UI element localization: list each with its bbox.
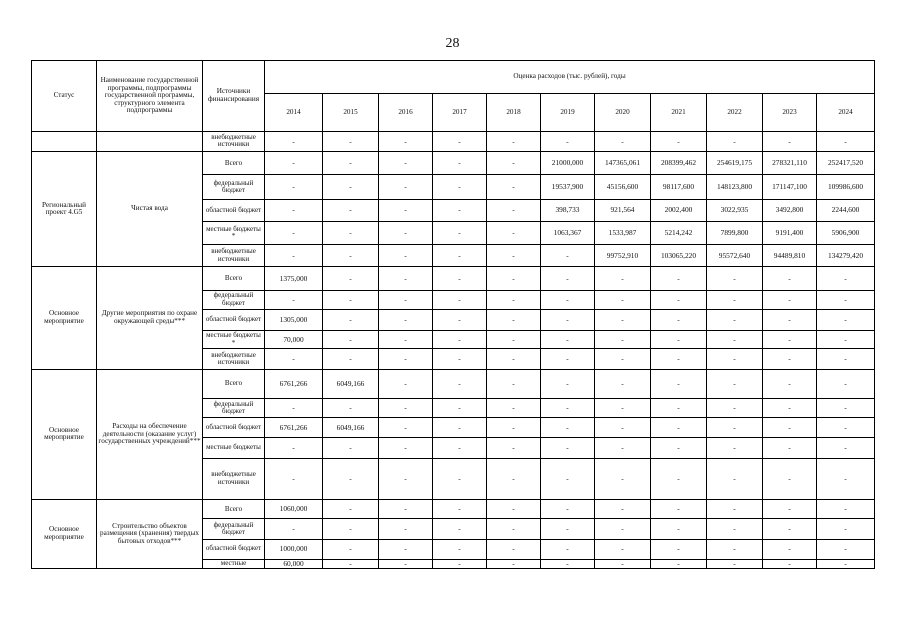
value-cell: - — [379, 267, 433, 290]
value-cell: - — [433, 438, 487, 458]
value-cell: - — [433, 500, 487, 519]
value-cell: - — [323, 349, 379, 369]
value-cell: 134279,420 — [817, 245, 875, 267]
value-cell: - — [487, 290, 541, 309]
value-cell: 3022,935 — [707, 199, 763, 221]
value-cell: - — [817, 458, 875, 499]
value-cell: - — [487, 559, 541, 568]
value-cell: - — [433, 539, 487, 559]
value-cell: - — [541, 418, 595, 438]
value-cell: - — [707, 458, 763, 499]
value-cell: - — [595, 500, 651, 519]
value-cell: 19537,900 — [541, 175, 595, 199]
status-cell: Основное мероприятие — [32, 500, 97, 569]
value-cell: - — [651, 290, 707, 309]
value-cell: - — [763, 331, 817, 349]
source-cell: областной бюджет — [203, 199, 265, 221]
value-cell: 98117,600 — [651, 175, 707, 199]
value-cell: - — [707, 519, 763, 539]
value-cell: - — [487, 152, 541, 175]
year-header: 2022 — [707, 94, 763, 131]
year-header: 2016 — [379, 94, 433, 131]
header-name: Наименование государственной программы, подпрограммы государственной программы, структурного элемента подпрограммы — [97, 61, 203, 132]
value-cell: - — [541, 438, 595, 458]
source-cell: областной бюджет — [203, 309, 265, 330]
value-cell: - — [817, 398, 875, 417]
program-name-cell: Расходы на обеспечение деятельности (оказание услуг) государственных учреждений*** — [97, 369, 203, 500]
value-cell: - — [817, 331, 875, 349]
value-cell: 109986,600 — [817, 175, 875, 199]
source-cell: местные — [203, 559, 265, 568]
value-cell: - — [541, 398, 595, 417]
value-cell: - — [433, 175, 487, 199]
value-cell: - — [707, 331, 763, 349]
source-cell: Всего — [203, 369, 265, 398]
value-cell: 99752,910 — [595, 245, 651, 267]
value-cell: - — [379, 349, 433, 369]
value-cell: - — [433, 398, 487, 417]
value-cell: - — [265, 438, 323, 458]
value-cell: - — [707, 131, 763, 151]
table-body — [32, 61, 875, 569]
table-row — [32, 152, 875, 175]
value-cell: - — [433, 418, 487, 438]
value-cell: - — [379, 369, 433, 398]
value-cell: - — [487, 438, 541, 458]
value-cell: - — [541, 559, 595, 568]
value-cell: 9191,400 — [763, 221, 817, 244]
source-cell: внебюджетные источники — [203, 131, 265, 151]
year-header: 2020 — [595, 94, 651, 131]
value-cell: - — [541, 539, 595, 559]
value-cell: 6761,266 — [265, 369, 323, 398]
value-cell: 398,733 — [541, 199, 595, 221]
value-cell: - — [763, 309, 817, 330]
value-cell: 5906,900 — [817, 221, 875, 244]
value-cell: - — [763, 290, 817, 309]
value-cell: - — [487, 267, 541, 290]
value-cell: - — [541, 500, 595, 519]
value-cell: 1375,000 — [265, 267, 323, 290]
value-cell: 21000,000 — [541, 152, 595, 175]
status-cell: Основное мероприятие — [32, 267, 97, 369]
source-cell: местные бюджеты — [203, 438, 265, 458]
value-cell: - — [707, 267, 763, 290]
value-cell: - — [379, 398, 433, 417]
value-cell: - — [595, 418, 651, 438]
value-cell: - — [379, 539, 433, 559]
value-cell: - — [541, 131, 595, 151]
value-cell: - — [763, 458, 817, 499]
value-cell: - — [541, 245, 595, 267]
value-cell: - — [487, 519, 541, 539]
source-cell: местные бюджеты * — [203, 331, 265, 349]
value-cell: 103065,220 — [651, 245, 707, 267]
value-cell: - — [379, 245, 433, 267]
value-cell: 60,000 — [265, 559, 323, 568]
year-header: 2017 — [433, 94, 487, 131]
program-name-cell — [97, 131, 203, 151]
value-cell: - — [487, 369, 541, 398]
value-cell: - — [651, 438, 707, 458]
value-cell: - — [763, 131, 817, 151]
value-cell: - — [817, 131, 875, 151]
value-cell: - — [265, 245, 323, 267]
value-cell: - — [265, 519, 323, 539]
value-cell: - — [541, 309, 595, 330]
table-row — [32, 369, 875, 398]
value-cell: - — [487, 458, 541, 499]
value-cell: - — [433, 131, 487, 151]
value-cell: - — [595, 349, 651, 369]
value-cell: - — [595, 309, 651, 330]
value-cell: - — [379, 175, 433, 199]
value-cell: 1000,000 — [265, 539, 323, 559]
value-cell: - — [763, 500, 817, 519]
value-cell: - — [433, 519, 487, 539]
value-cell: - — [323, 309, 379, 330]
value-cell: - — [541, 267, 595, 290]
value-cell: - — [595, 519, 651, 539]
table-row — [32, 131, 875, 151]
value-cell: - — [707, 539, 763, 559]
value-cell: - — [763, 398, 817, 417]
value-cell: - — [595, 267, 651, 290]
value-cell: - — [817, 519, 875, 539]
program-name-cell: Чистая вода — [97, 152, 203, 267]
value-cell: - — [595, 559, 651, 568]
source-cell: Всего — [203, 152, 265, 175]
value-cell: - — [265, 199, 323, 221]
source-cell: Всего — [203, 267, 265, 290]
value-cell: - — [323, 331, 379, 349]
value-cell: - — [265, 152, 323, 175]
value-cell: 45156,600 — [595, 175, 651, 199]
value-cell: 278321,110 — [763, 152, 817, 175]
value-cell: - — [433, 199, 487, 221]
year-header: 2023 — [763, 94, 817, 131]
value-cell: - — [763, 369, 817, 398]
value-cell: 6049,166 — [323, 369, 379, 398]
value-cell: - — [265, 398, 323, 417]
header-sources: Источники финансирования — [203, 61, 265, 132]
year-header: 2024 — [817, 94, 875, 131]
value-cell: - — [433, 309, 487, 330]
value-cell: - — [487, 245, 541, 267]
value-cell: - — [487, 309, 541, 330]
value-cell: - — [323, 290, 379, 309]
value-cell: - — [487, 175, 541, 199]
value-cell: - — [817, 500, 875, 519]
value-cell: - — [817, 559, 875, 568]
value-cell: - — [379, 309, 433, 330]
year-header: 2015 — [323, 94, 379, 131]
value-cell: - — [651, 309, 707, 330]
value-cell: - — [323, 519, 379, 539]
value-cell: - — [265, 458, 323, 499]
value-cell: - — [707, 438, 763, 458]
value-cell: 148123,800 — [707, 175, 763, 199]
value-cell: - — [433, 458, 487, 499]
source-cell: федеральный бюджет — [203, 290, 265, 309]
value-cell: - — [265, 175, 323, 199]
value-cell: - — [433, 245, 487, 267]
value-cell: 70,000 — [265, 331, 323, 349]
value-cell: - — [595, 290, 651, 309]
value-cell: - — [487, 500, 541, 519]
value-cell: - — [323, 458, 379, 499]
value-cell: - — [323, 175, 379, 199]
source-cell: федеральный бюджет — [203, 175, 265, 199]
value-cell: - — [651, 369, 707, 398]
status-cell — [32, 131, 97, 151]
value-cell: - — [379, 221, 433, 244]
value-cell: 94489,810 — [763, 245, 817, 267]
source-cell: федеральный бюджет — [203, 519, 265, 539]
value-cell: - — [379, 559, 433, 568]
value-cell: - — [817, 267, 875, 290]
value-cell: - — [379, 290, 433, 309]
value-cell: - — [265, 221, 323, 244]
table-row — [32, 500, 875, 519]
value-cell: - — [433, 152, 487, 175]
value-cell: - — [379, 418, 433, 438]
value-cell: 2002,400 — [651, 199, 707, 221]
value-cell: - — [595, 458, 651, 499]
value-cell: 6761,266 — [265, 418, 323, 438]
value-cell: - — [651, 559, 707, 568]
source-cell: внебюджетные источники — [203, 458, 265, 499]
value-cell: - — [487, 349, 541, 369]
value-cell: - — [817, 539, 875, 559]
value-cell: - — [433, 290, 487, 309]
value-cell: - — [651, 539, 707, 559]
value-cell: - — [707, 500, 763, 519]
source-cell: федеральный бюджет — [203, 398, 265, 417]
value-cell: - — [487, 131, 541, 151]
value-cell: - — [817, 418, 875, 438]
value-cell: - — [595, 331, 651, 349]
value-cell: - — [379, 458, 433, 499]
value-cell: - — [433, 369, 487, 398]
value-cell: - — [433, 349, 487, 369]
source-cell: областной бюджет — [203, 418, 265, 438]
value-cell: - — [323, 199, 379, 221]
value-cell: - — [651, 418, 707, 438]
value-cell: - — [487, 331, 541, 349]
value-cell: - — [323, 221, 379, 244]
value-cell: - — [487, 418, 541, 438]
value-cell: - — [763, 349, 817, 369]
value-cell: - — [595, 438, 651, 458]
source-cell: местные бюджеты * — [203, 221, 265, 244]
value-cell: - — [763, 438, 817, 458]
source-cell: внебюджетные источники — [203, 245, 265, 267]
value-cell: 208399,462 — [651, 152, 707, 175]
value-cell: - — [707, 290, 763, 309]
value-cell: 6049,166 — [323, 418, 379, 438]
value-cell: - — [651, 267, 707, 290]
value-cell: 3492,800 — [763, 199, 817, 221]
value-cell: - — [541, 349, 595, 369]
value-cell: - — [323, 500, 379, 519]
value-cell: 254619,175 — [707, 152, 763, 175]
value-cell: - — [651, 519, 707, 539]
value-cell: - — [487, 398, 541, 417]
value-cell: - — [707, 418, 763, 438]
value-cell: - — [707, 559, 763, 568]
value-cell: 1063,367 — [541, 221, 595, 244]
value-cell: 7899,800 — [707, 221, 763, 244]
value-cell: - — [763, 519, 817, 539]
status-cell: Региональный проект 4.G5 — [32, 152, 97, 267]
value-cell: - — [323, 559, 379, 568]
value-cell: - — [763, 539, 817, 559]
value-cell: 171147,100 — [763, 175, 817, 199]
value-cell: - — [265, 349, 323, 369]
value-cell: - — [707, 398, 763, 417]
value-cell: - — [651, 331, 707, 349]
year-header: 2014 — [265, 94, 323, 131]
value-cell: 1533,987 — [595, 221, 651, 244]
value-cell: - — [595, 398, 651, 417]
value-cell: - — [541, 331, 595, 349]
value-cell: - — [379, 152, 433, 175]
value-cell: - — [433, 221, 487, 244]
value-cell: - — [817, 309, 875, 330]
page-number: 28 — [445, 36, 460, 51]
value-cell: - — [323, 152, 379, 175]
value-cell: 95572,640 — [707, 245, 763, 267]
header-status: Статус — [32, 61, 97, 132]
budget-table — [31, 60, 875, 569]
program-name-cell: Строительство объектов размещения (хранения) твердых бытовых отходов*** — [97, 500, 203, 569]
value-cell: - — [379, 519, 433, 539]
value-cell: - — [595, 539, 651, 559]
year-header: 2019 — [541, 94, 595, 131]
value-cell: 1305,000 — [265, 309, 323, 330]
value-cell: - — [595, 369, 651, 398]
value-cell: 147365,061 — [595, 152, 651, 175]
value-cell: - — [817, 349, 875, 369]
value-cell: - — [595, 131, 651, 151]
status-cell: Основное мероприятие — [32, 369, 97, 500]
value-cell: - — [379, 438, 433, 458]
value-cell: - — [379, 331, 433, 349]
value-cell: 5214,242 — [651, 221, 707, 244]
value-cell: - — [433, 267, 487, 290]
value-cell: - — [323, 245, 379, 267]
value-cell: - — [763, 418, 817, 438]
value-cell: - — [379, 199, 433, 221]
value-cell: 921,564 — [595, 199, 651, 221]
value-cell: - — [487, 539, 541, 559]
table-row — [32, 267, 875, 290]
value-cell: - — [817, 438, 875, 458]
value-cell: - — [323, 539, 379, 559]
value-cell: - — [541, 290, 595, 309]
value-cell: - — [763, 559, 817, 568]
value-cell: - — [817, 290, 875, 309]
value-cell: 1060,000 — [265, 500, 323, 519]
value-cell: - — [707, 369, 763, 398]
value-cell: - — [487, 199, 541, 221]
value-cell: - — [323, 398, 379, 417]
source-cell: внебюджетные источники — [203, 349, 265, 369]
value-cell: - — [265, 290, 323, 309]
value-cell: - — [541, 458, 595, 499]
header-row — [32, 61, 875, 94]
value-cell: - — [707, 309, 763, 330]
value-cell: 252417,520 — [817, 152, 875, 175]
value-cell: - — [817, 369, 875, 398]
value-cell: - — [651, 398, 707, 417]
value-cell: - — [323, 267, 379, 290]
value-cell: - — [541, 519, 595, 539]
program-name-cell: Другие мероприятия по охране окружающей среды*** — [97, 267, 203, 369]
value-cell: - — [265, 131, 323, 151]
value-cell: - — [323, 438, 379, 458]
value-cell: - — [707, 349, 763, 369]
value-cell: - — [651, 131, 707, 151]
value-cell: - — [541, 369, 595, 398]
value-cell: - — [651, 349, 707, 369]
source-cell: областной бюджет — [203, 539, 265, 559]
value-cell: - — [651, 500, 707, 519]
year-header: 2021 — [651, 94, 707, 131]
value-cell: - — [433, 559, 487, 568]
value-cell: - — [323, 131, 379, 151]
value-cell: 2244,600 — [817, 199, 875, 221]
source-cell: Всего — [203, 500, 265, 519]
value-cell: - — [487, 221, 541, 244]
value-cell: - — [379, 131, 433, 151]
value-cell: - — [379, 500, 433, 519]
value-cell: - — [651, 458, 707, 499]
value-cell: - — [763, 267, 817, 290]
year-header: 2018 — [487, 94, 541, 131]
value-cell: - — [433, 331, 487, 349]
header-estimate: Оценка расходов (тыс. рублей), годы — [265, 61, 875, 94]
